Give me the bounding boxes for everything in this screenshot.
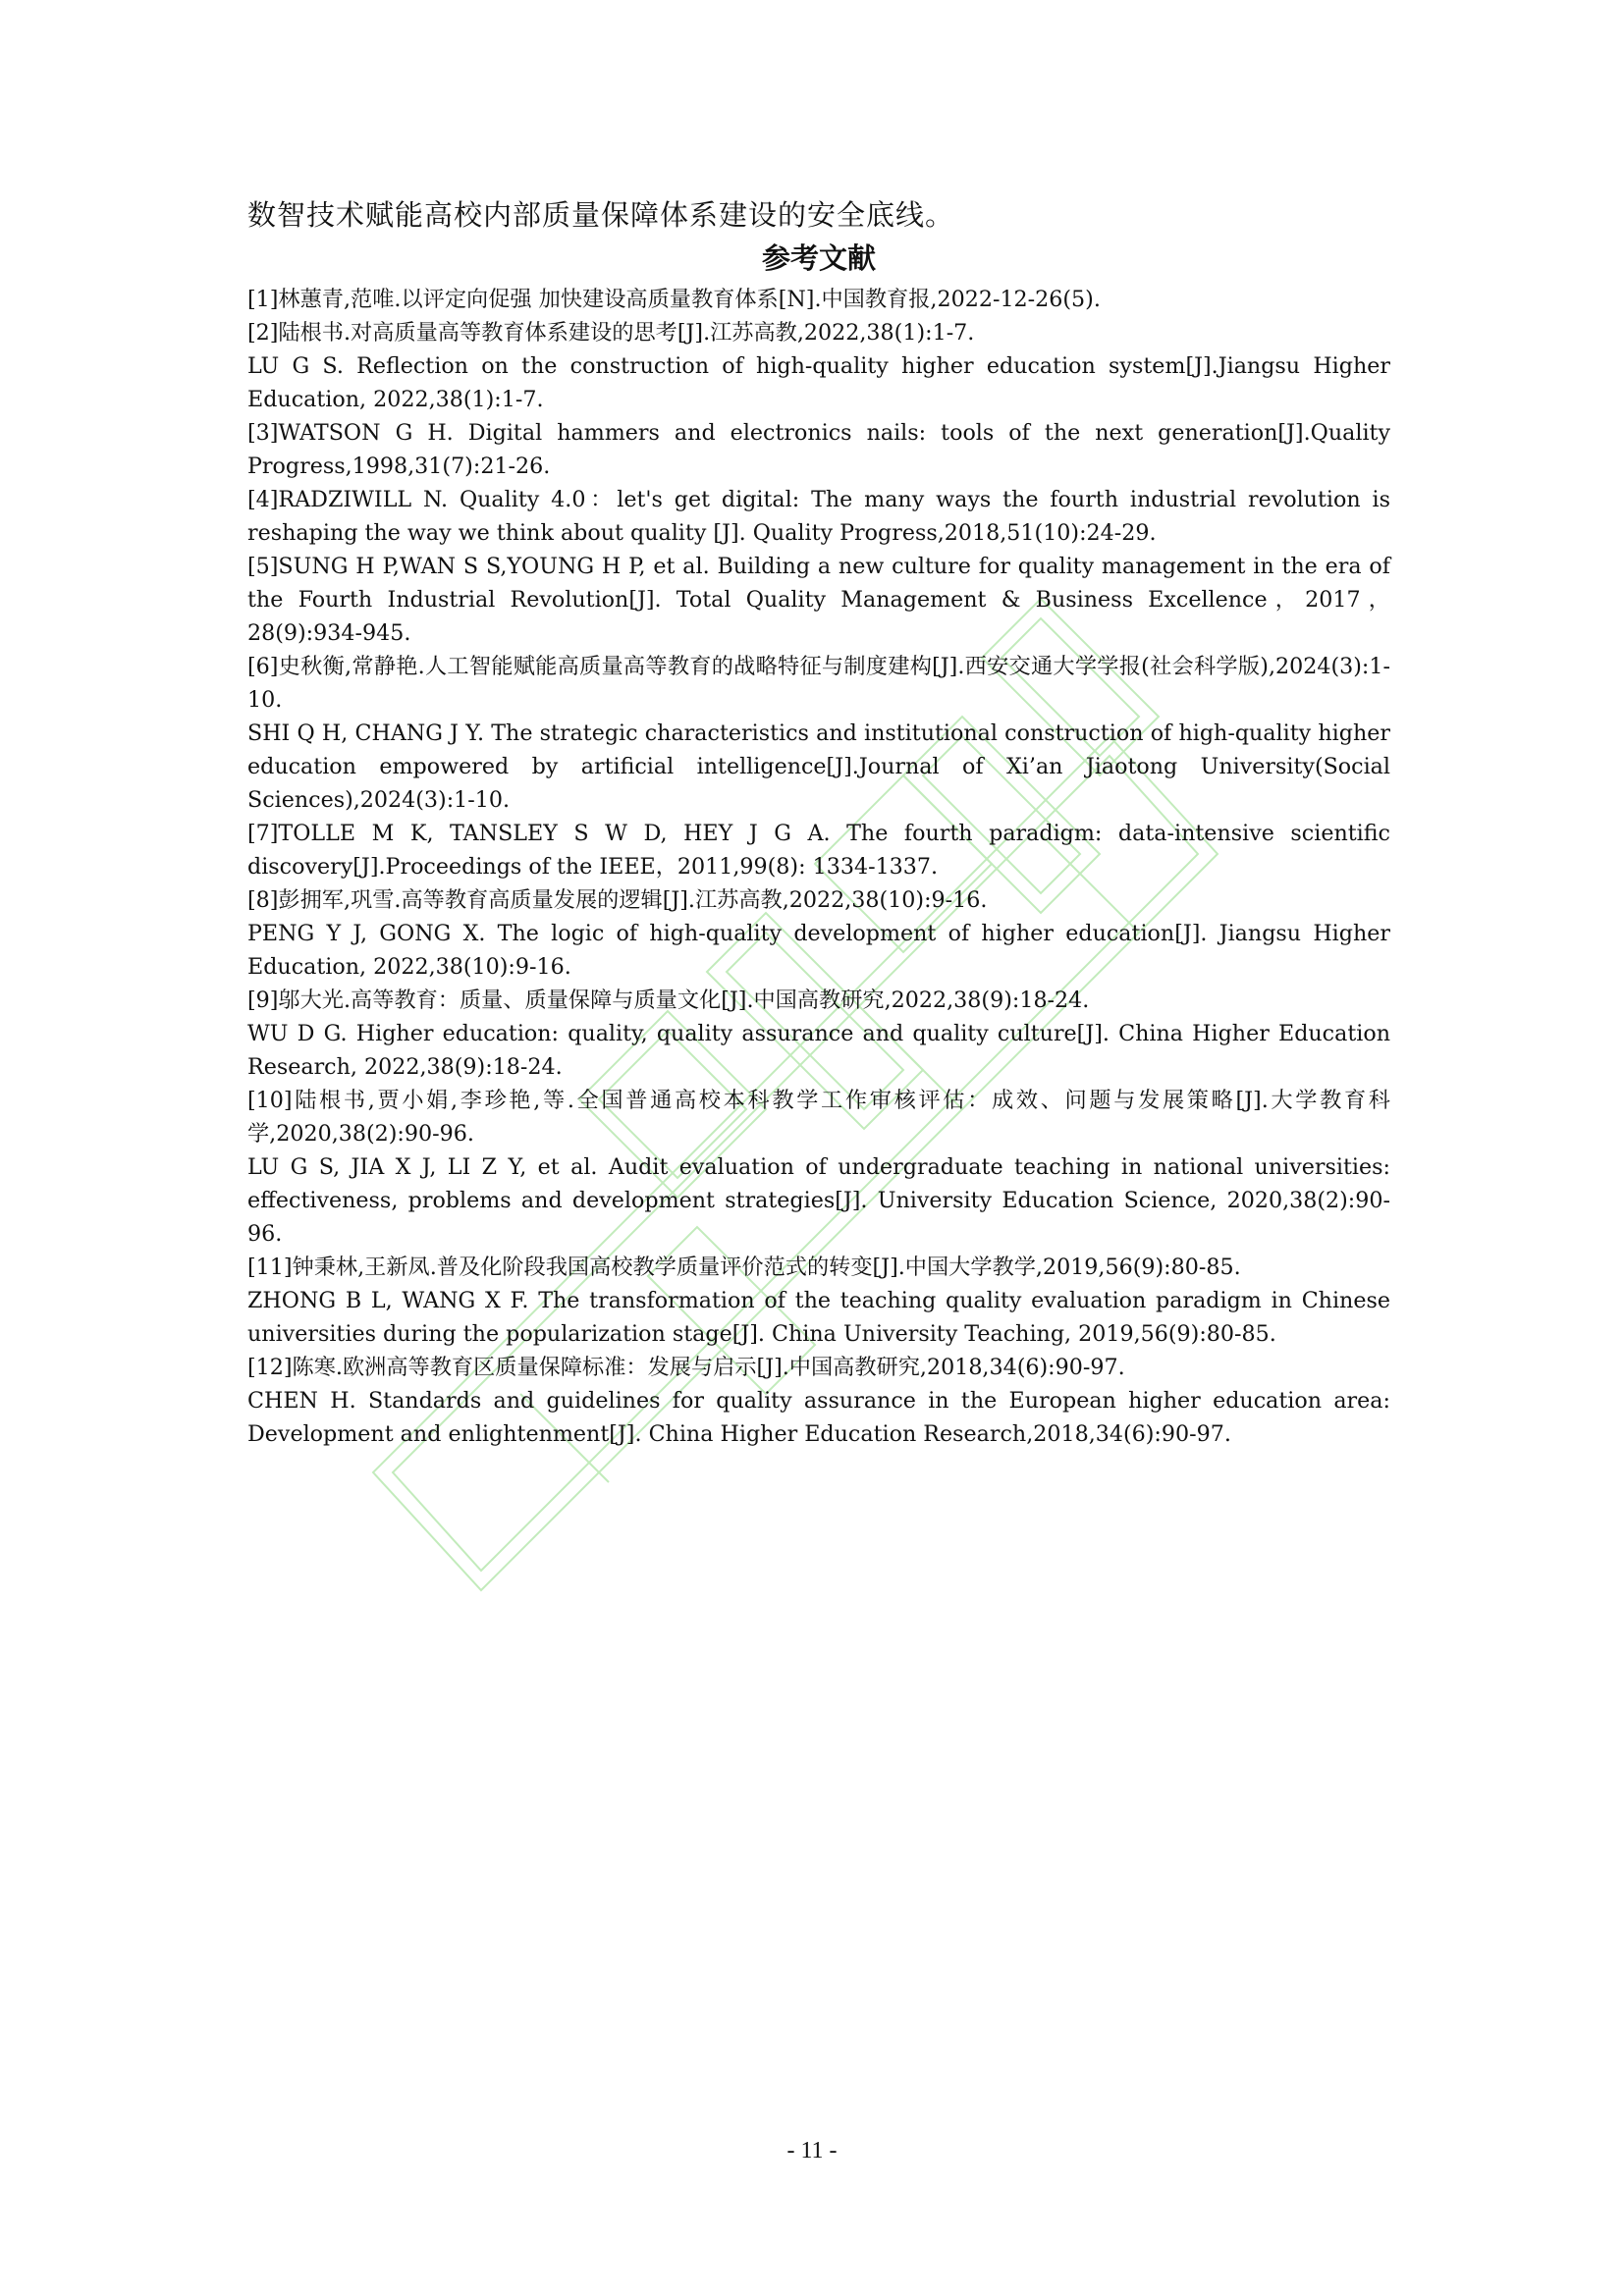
reference-entry: [10]陆根书,贾小娟,李珍艳,等.全国普通高校本科教学工作审核评估：成效、问题与发展策略[J].大学教育科学,2020,38(2):90-96. (247, 1088, 1390, 1147)
reference-entry: [8]彭拥军,巩雪.高等教育高质量发展的逻辑[J].江苏高教,2022,38(10):9-16. (247, 887, 988, 913)
reference-entry: SHI Q H, CHANG J Y. The strategic characteristics and institutional construction of high-quality higher education empowered by artificial intelligence[J].Journal of Xi’an Jiaotong University(Social Sciences),2024(3):1-10. (247, 721, 1390, 813)
reference-entry: [5]SUNG H P,WAN S S,YOUNG H P, et al. Building a new culture for quality management in the era of the Fourth Industrial Revolution[J]. Total Quality Management & Business Excellence，2017，28(9):934-945. (247, 554, 1390, 646)
reference-entry: [11]钟秉林,王新凤.普及化阶段我国高校教学质量评价范式的转变[J].中国大学教学,2019,56(9):80-85. (247, 1255, 1241, 1280)
section-title: 参考文献 (761, 241, 876, 275)
reference-entry: LU G S. Reflection on the construction of high-quality higher education system[J].Jiangsu Higher Education, 2022,38(1):1-7. (247, 353, 1390, 412)
reference-entry: [4]RADZIWILL N. Quality 4.0：let's get digital: The many ways the fourth industrial revolution is reshaping the way we think about quality [J]. Quality Progress,2018,51(10):24-29. (247, 487, 1390, 546)
reference-entry: PENG Y J, GONG X. The logic of high-quality development of higher education[J]. Jiangsu Higher Education, 2022,38(10):9-16. (247, 921, 1390, 980)
reference-entry: WU D G. Higher education: quality, quality assurance and quality culture[J]. China Higher Education Research, 2022,38(9):18-24. (247, 1021, 1390, 1080)
reference-entry: [6]史秋衡,常静艳.人工智能赋能高质量高等教育的战略特征与制度建构[J].西安交通大学学报(社会科学版),2024(3):1-10. (247, 654, 1390, 713)
lead-text: 数智技术赋能高校内部质量保障体系建设的安全底线。 (247, 198, 955, 232)
reference-entry: LU G S, JIA X J, LI Z Y, et al. Audit evaluation of undergraduate teaching in national universities: effectiveness, problems and development strategies[J]. University Education Science, 2020,38(2):90-96. (247, 1154, 1390, 1247)
reference-list (247, 283, 1390, 1451)
reference-entry: [9]邬大光.高等教育：质量、质量保障与质量文化[J].中国高教研究,2022,38(9):18-24. (247, 988, 1090, 1013)
reference-entry: ZHONG B L, WANG X F. The transformation of the teaching quality evaluation paradigm in Chinese universities during the popularization stage[J]. China University Teaching, 2019,56(9):80-85. (247, 1288, 1390, 1347)
reference-entry: [2]陆根书.对高质量高等教育体系建设的思考[J].江苏高教,2022,38(1):1-7. (247, 320, 975, 346)
reference-entry: [1]林蕙青,范唯.以评定向促强 加快建设高质量教育体系[N].中国教育报,2022-12-26(5). (247, 287, 1101, 312)
page-number: - 11 - (786, 2138, 838, 2163)
reference-entry: [12]陈寒.欧洲高等教育区质量保障标准：发展与启示[J].中国高教研究,2018,34(6):90-97. (247, 1355, 1125, 1380)
reference-entry: CHEN H. Standards and guidelines for quality assurance in the European higher education area: Development and enlightenment[J]. China Higher Education Research,2018,34(6):90-97. (247, 1388, 1390, 1447)
page-content (247, 192, 1390, 1451)
reference-entry: [7]TOLLE M K, TANSLEY S W D, HEY J G A. The fourth paradigm: data-intensive scientific discovery[J].Proceedings of the IEEE，2011,99(8): 1334-1337. (247, 821, 1390, 880)
reference-entry: [3]WATSON G H. Digital hammers and electronics nails: tools of the next generation[J].Quality Progress,1998,31(7):21-26. (247, 420, 1390, 479)
